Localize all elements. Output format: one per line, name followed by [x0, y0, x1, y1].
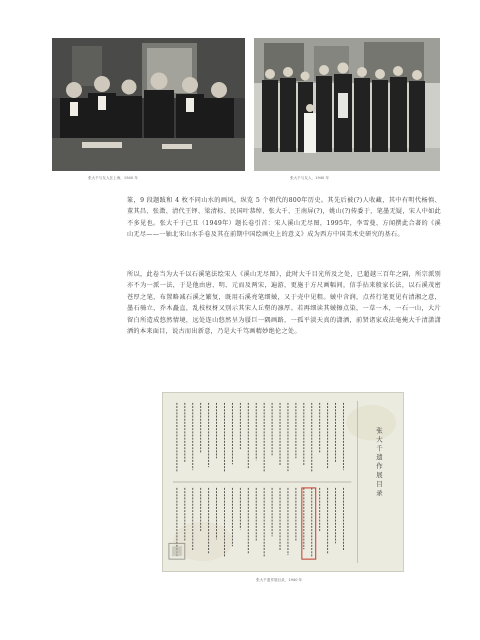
photo-left-caption: 张大千与友人在上海，1940 年	[88, 176, 138, 180]
body-paragraph-2: 所以，此卷当为大千以石溪笔法绘宋人《溪山无尽图》，此时大千目光所及之处，已超越三百年之隔，所宗派别亦不为一派一法，于是他由唐、明、元而及两宋，遍游，更施于方尺画幅间，信手拈来般家长法，以石溪茂密苍厚之笔，布置略减石溪之繁复，既用石溪亮笔细皴，又于壳中见粗。皴中含润，点苔行笔更见有清湘之意，墨石骑立，乔木矗直，乱枝杈枒又别示其宋人丘壑的凛厚。若再细读其皴擦点染，一草一木，一石一山，大片留白所造成悠然情境，远处连山悠然呈为蜃巨一隅画路，一孤平淡天真的潇洒，前贤诸家成法毫掩大千清潇潇洒的本来面目，说古而出新意，乃是大千笃画精妙绝伦之处。	[127, 271, 441, 336]
body-paragraph-1: 篆，9 段题跋和 4 枚不同山水的画风，纵览 5 个朝代的800年历史。其先后被(?)人收藏，其中有明代杨慎、董其昌、张澂、清代王铎、梁清标、民国叶恭绰、张大千、王南屏(?)，姚山(?)传委于，笔墨无疑，宋人中如此不多见也。张大千于己丑（1949年）题长卷引首：宋人溪山无尽图，1995年，李雪曼、方闻撰此合著的《溪山无尽——一轴北宋山水手卷及其在前期中国绘画史上的意义》成为西方中国美术史研究的基石。	[127, 197, 441, 239]
photo-right-caption: 张大千与友人，1940 年	[290, 176, 330, 180]
catalogue-document-drawing	[163, 393, 403, 571]
catalogue-title-text: 张大千遗作展目录	[376, 426, 383, 497]
photo-group-standing	[254, 38, 440, 171]
catalogue-caption: 张大千遗作展目录，1940 年	[256, 578, 303, 582]
photo-group-at-table	[52, 38, 245, 171]
catalogue-document-image	[162, 392, 404, 572]
